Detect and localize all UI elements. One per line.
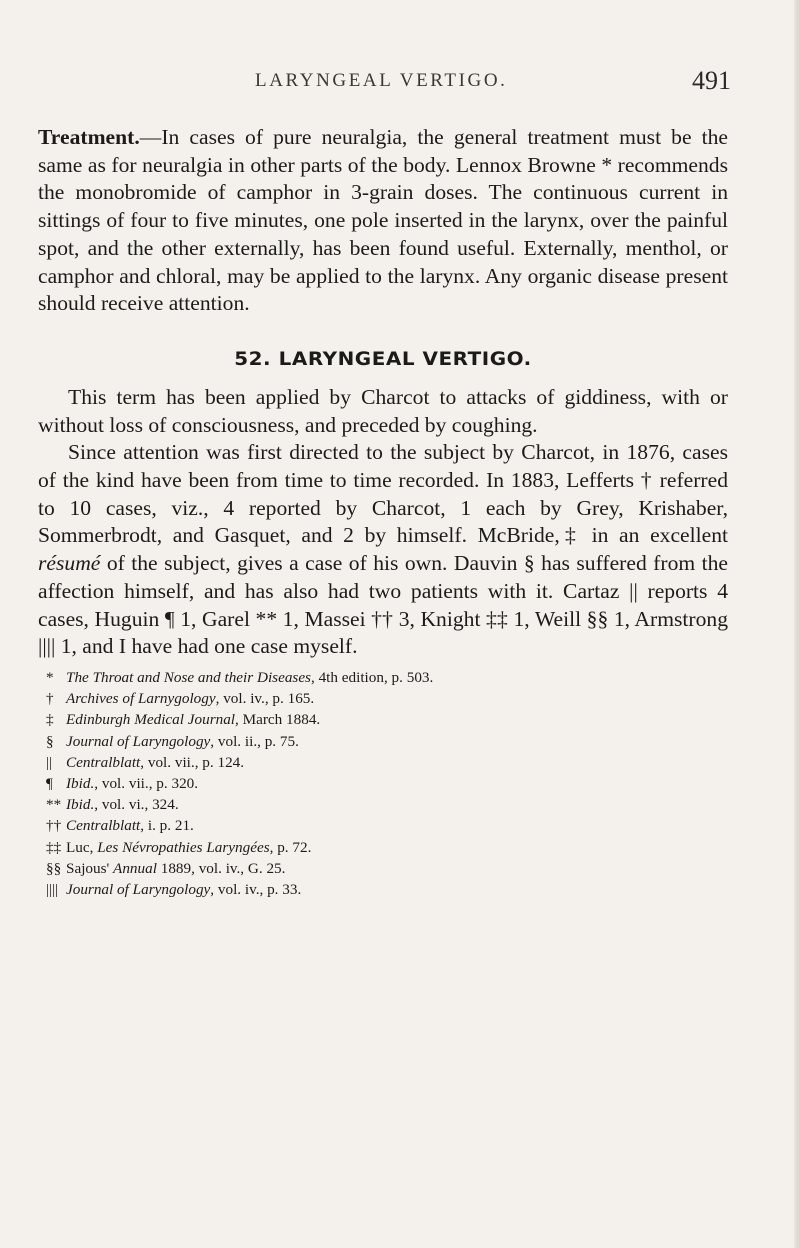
footnote-rest: , vol. iv., p. 165. bbox=[215, 690, 315, 708]
footnote bbox=[46, 837, 728, 858]
footnote-mark: ‡ bbox=[46, 711, 54, 729]
footnote bbox=[46, 752, 728, 773]
footnote-mark: |||| bbox=[46, 880, 59, 898]
footnote-rest: , p. 72. bbox=[269, 838, 312, 856]
footnote-mark: ‡‡ bbox=[46, 838, 62, 856]
footnote-mark: * bbox=[46, 668, 54, 686]
footnote-rest: 1889, vol. iv., G. 25. bbox=[156, 859, 286, 877]
footnote-title: Centralblatt bbox=[66, 817, 141, 835]
footnote-title: Centralblatt bbox=[66, 753, 141, 771]
footnote-rest: , 4th edition, p. 503. bbox=[310, 668, 434, 686]
footnote bbox=[46, 731, 728, 752]
footnote-mark: § bbox=[46, 732, 54, 750]
footnote-rest: , i. p. 21. bbox=[140, 817, 194, 835]
footnote-title: Edinburgh Medical Journal bbox=[66, 711, 236, 729]
footnote bbox=[46, 815, 728, 836]
running-title: LARYNGEAL VERTIGO. bbox=[255, 70, 508, 91]
running-head bbox=[0, 66, 760, 100]
footnote-title: Annual bbox=[113, 859, 157, 877]
history-paragraph bbox=[38, 439, 728, 661]
footnote-title: Archives of Larnygology bbox=[66, 690, 216, 708]
footnote-title: The Throat and Nose and their Diseases bbox=[66, 668, 311, 686]
footnote bbox=[46, 773, 728, 794]
footnote-mark: †† bbox=[46, 817, 62, 835]
footnote-mark: ¶ bbox=[46, 774, 53, 792]
footnote bbox=[46, 879, 728, 900]
resume-word: résumé bbox=[38, 551, 101, 576]
footnote-mark: ** bbox=[46, 796, 62, 814]
footnote-rest: , vol. vi., 324. bbox=[94, 796, 179, 814]
treatment-heading: Treatment. bbox=[38, 125, 140, 149]
footnote-title: Ibid. bbox=[66, 796, 95, 814]
footnote-rest: , vol. ii., p. 75. bbox=[210, 732, 299, 750]
page-number: 491 bbox=[692, 66, 731, 95]
footnote-rest: , vol. iv., p. 33. bbox=[210, 880, 302, 898]
treatment-paragraph bbox=[38, 124, 728, 318]
page-edge bbox=[794, 0, 800, 1248]
footnote-lead: Sajous' bbox=[66, 859, 114, 877]
footnotes bbox=[38, 667, 728, 900]
definition-paragraph: This term has been applied by Charcot to attacks of giddiness, with or without loss of consciousness, and preceded by coughing. bbox=[38, 384, 728, 437]
footnote-rest: , vol. vii., p. 320. bbox=[94, 774, 199, 792]
page-body bbox=[38, 124, 728, 900]
footnote-mark: † bbox=[46, 690, 54, 708]
section-title: 52. LARYNGEAL VERTIGO. bbox=[234, 347, 532, 370]
footnote-title: Ibid. bbox=[66, 774, 95, 792]
footnote-rest: , vol. vii., p. 124. bbox=[140, 753, 245, 771]
footnote bbox=[46, 794, 728, 815]
treatment-text: —In cases of pure neuralgia, the general treatment must be the same as for neuralgia in other parts of the body. Lennox Browne * recommends the monobromide of camphor in 3-grain doses. The continuous current in sittings of four to five minutes, one pole inserted in the larynx, over the painful spot, and the other externally, has been found useful. Externally, menthol, or camphor and chloral, may be applied to the larynx. Any organic disease present should receive attention. bbox=[38, 125, 728, 316]
footnote-title: Journal of Laryngology bbox=[66, 732, 211, 750]
footnote-lead: Luc, bbox=[66, 838, 98, 856]
footnote bbox=[46, 667, 728, 688]
footnote-mark: §§ bbox=[46, 859, 62, 877]
footnote-title: Journal of Laryngology bbox=[66, 880, 211, 898]
footnote-mark: || bbox=[46, 753, 53, 771]
footnote-rest: , March 1884. bbox=[235, 711, 321, 729]
footnote-title: Les Névropathies Laryngées bbox=[97, 838, 270, 856]
history-tail: of the subject, gives a case of his own. Dauvin § has suffered from the affection himself, and has also had two patients with it. Cartaz || reports 4 cases, Huguin ¶ 1, Garel ** 1, Massei †† 3, Knight ‡‡ 1, Weill §§ 1, Armstrong |||| 1, and I have had one case myself. bbox=[38, 551, 728, 659]
history-text: Since attention was first directed to the subject by Charcot, in 1876, cases of the kind have been from time to time recorded. In 1883, Lefferts † referred to 10 cases, viz., 4 reported by Charcot, 1 each by Grey, Krishaber, Sommerbrodt, and Gasquet, and 2 by himself. McBride,‡ in an excellent bbox=[38, 440, 728, 548]
footnote bbox=[46, 858, 728, 879]
footnote bbox=[46, 688, 728, 709]
footnote bbox=[46, 709, 728, 730]
